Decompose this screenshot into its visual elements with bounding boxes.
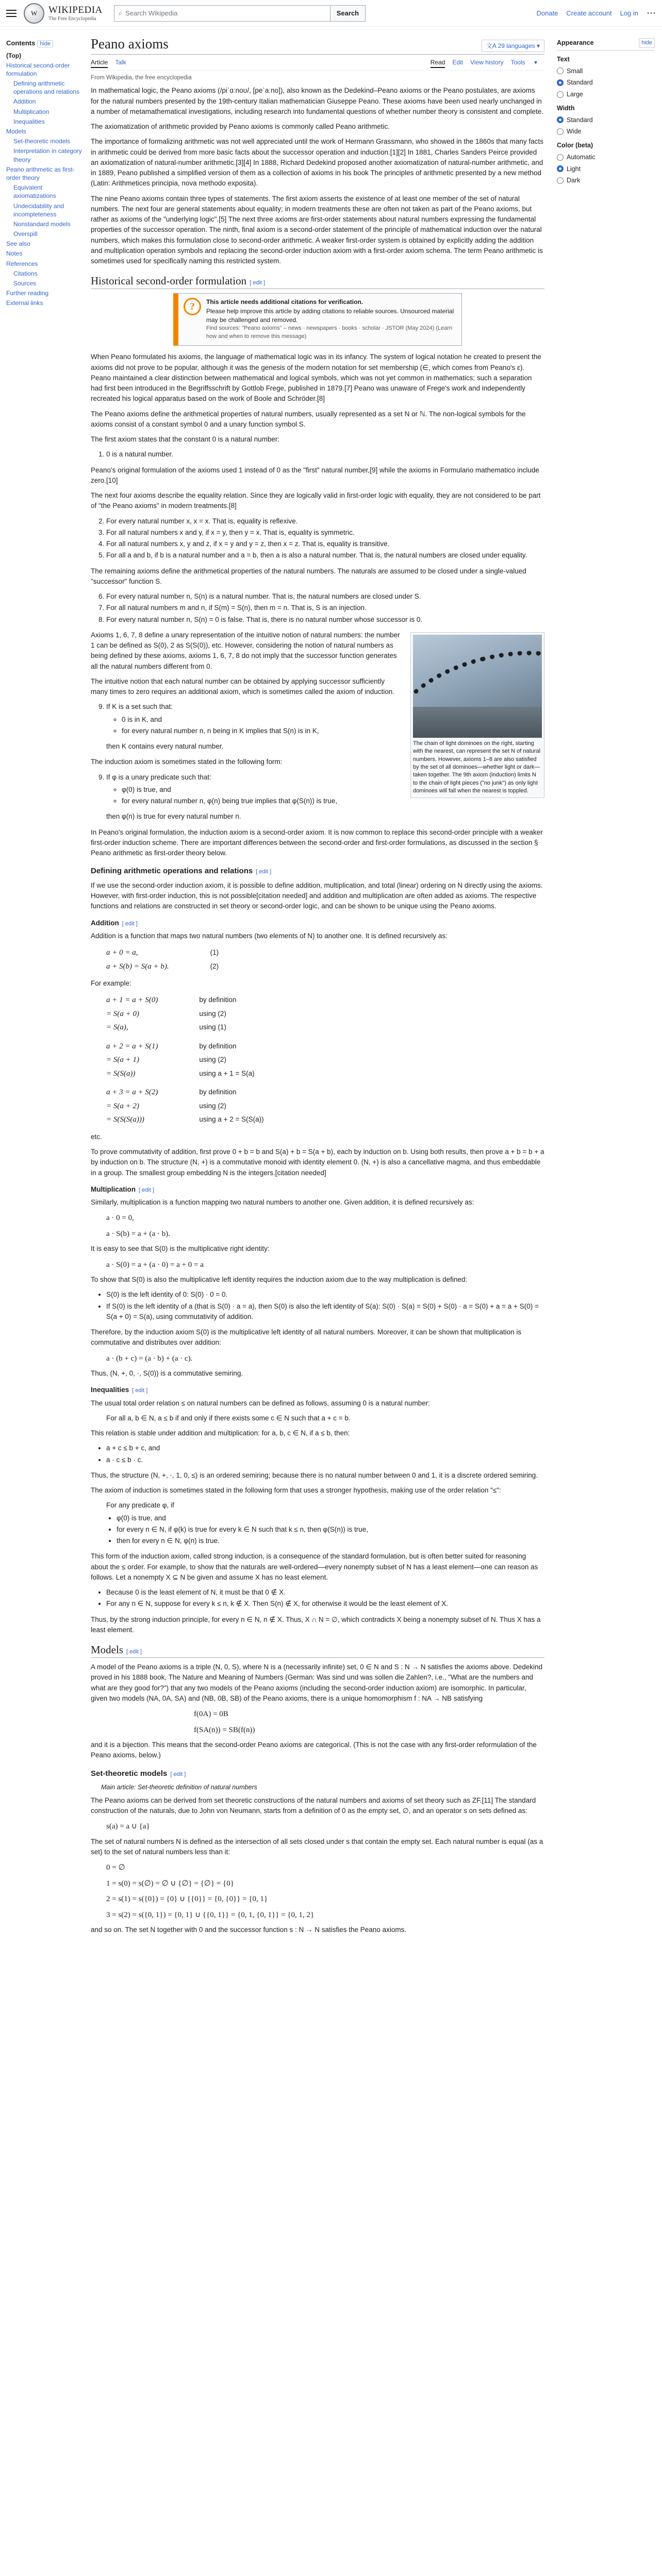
edit-section-link[interactable]: [ edit ] <box>139 1187 154 1193</box>
formula: f(0A) = 0B <box>194 1710 228 1719</box>
color-label: Color (beta) <box>557 142 593 149</box>
axiom: 9. If K is a set such that: ◦ 0 is in K, and ◦ for every natural number n, n being in K implies that S(n) is in K, then K contains every natural number. <box>106 702 544 752</box>
create-account-link[interactable]: Create account <box>566 9 612 17</box>
toc-item[interactable]: References <box>6 260 38 267</box>
toc-item[interactable]: Further reading <box>6 290 49 297</box>
toc-item[interactable]: Undecidability and incompleteness <box>13 202 64 218</box>
equation-justification: (2) <box>210 962 219 970</box>
toc-item[interactable]: Addition <box>13 98 36 106</box>
equation: a + S(b) = S(a + b). <box>106 962 169 971</box>
inequality: • a + c ≤ b + c, and <box>106 1443 544 1453</box>
question-icon: ? <box>184 298 201 315</box>
proof-step: • For any n ∈ N, suppose for every k ≤ n, k ∉ X. Then S(n) ∉ X, for otherwise it would be the least element of X. <box>106 1599 544 1609</box>
radio-label: Small <box>567 67 583 75</box>
tab-history[interactable]: View history <box>470 59 504 66</box>
von-neumann-numeral: 1 = s(0) = s(∅) = ∅ ∪ {∅} = {∅} = {0} <box>106 1879 234 1888</box>
equation-row <box>106 1021 241 1035</box>
width-label: Width <box>557 104 575 112</box>
logo-sub: The Free Encyclopedia <box>48 16 96 22</box>
tab-article[interactable]: Article <box>91 58 108 68</box>
paragraph: and so on. The set N together with 0 and the successor function s : N → N satisfies the Peano axioms. <box>91 1926 407 1934</box>
equation: = S(a + 0) <box>106 1009 139 1018</box>
wikipedia-logo-icon[interactable]: W <box>24 3 44 24</box>
paragraph: Peano's original formulation of the axioms used 1 instead of 0 as the "first" natural number,[9] while the axioms in Formulario mathematico include zero.[10] <box>91 466 539 484</box>
paragraph: The set of natural numbers N is defined as the intersection of all sets closed under s that contain the empty set. Each natural number is equal (as a set) to the set of natural numbers less than it: <box>91 1837 543 1856</box>
toc-item[interactable]: External links <box>6 299 43 307</box>
equation-row <box>106 1113 269 1127</box>
notice-sources[interactable]: Find sources: "Peano axioms" – news · newspapers · books · scholar · JSTOR (May 2024) (Learn how and when to remove this message) <box>206 325 453 340</box>
figure-caption: The chain of light dominoes on the right, starting with the nearest, can represent the set N of natural numbers. However, axioms 1–8 are also satisfied by the set of all dominoes—whether light or dark—taken together. The 9th axiom (induction) limits N to the chain of light pieces ("no junk") as only light dominoes will fall when the nearest is toppled. <box>413 740 541 794</box>
appearance-panel <box>557 38 655 188</box>
definition: For all a, b ∈ N, a ≤ b if and only if there exists some c ∈ N such that a + c = b. <box>106 1414 351 1422</box>
text-size-label: Text <box>557 55 570 63</box>
radio-icon <box>557 177 564 184</box>
edit-section-link[interactable]: [ edit ] <box>122 920 138 927</box>
paragraph: etc. <box>91 1132 102 1141</box>
radio-label: Standard <box>567 79 593 87</box>
toc-item[interactable]: Models <box>6 128 26 135</box>
intro-paragraph: The importance of formalizing arithmetic was not well appreciated until the work of Hermann Grassmann, who showed in the 1860s that many facts in arithmetic could be derived from more basic facts about the successor operation and induction.[1][2] In 1881, Charles Sanders Peirce provided an axiomatization of natural-number arithmetic.[3][4] In 1888, Richard Dedekind proposed another axiomatization of natural-number arithmetic, and in 1889, Peano published a simplified version of them as a collection of axioms in his book The principles of arithmetic presented by a new method (Latin: Arithmetices principia, nova methodo exposita). <box>91 138 543 188</box>
radio-icon <box>557 128 564 135</box>
equation-row <box>106 1040 260 1054</box>
paragraph: The usual total order relation ≤ on natural numbers can be defined as follows, assuming 0 is a natural number: <box>91 1399 431 1407</box>
proof-step: • Because 0 is the least element of N, it must be that 0 ∉ X. <box>106 1587 544 1598</box>
toc-item[interactable]: Sources <box>13 280 37 287</box>
von-neumann-list <box>91 1862 544 1921</box>
toc-item[interactable]: Historical second-order formulation <box>6 61 70 77</box>
equation: a + 2 = a + S(1) <box>106 1042 158 1050</box>
radio-icon <box>557 165 564 172</box>
equation-justification: by definition <box>199 1088 237 1096</box>
equation: = S(S(a)) <box>106 1069 136 1078</box>
intro-paragraph: The nine Peano axioms contain three types of statements. The first axiom asserts the existence of at least one member of the set of natural numbers. The next four are general statements about equality; in modern treatments these are often not taken as part of the Peano axioms, but rather as axioms of the "underlying logic".[5] The next three axioms are first-order statements about natural numbers expressing the fundamental properties of the successor operation. The ninth, final axiom is a second-order statement of the principle of mathematical induction over the natural numbers, which makes this formulation close to second-order arithmetic. A weaker first-order system is obtained by explicitly adding the addition and multiplication operation symbols and replacing the second-order induction axiom with a first-order axiom schema. The term Peano arithmetic is sometimes used for specifically naming this restricted system. <box>91 194 543 265</box>
section-heading-models: Models [ edit ] <box>91 1643 544 1658</box>
equation-row <box>106 1067 260 1081</box>
toc-item[interactable]: Multiplication <box>13 108 49 115</box>
axiom: 2. For every natural number x, x = x. That is, equality is reflexive. <box>106 516 544 527</box>
addition-definition <box>106 946 224 973</box>
radio-icon <box>557 116 564 123</box>
radio-option[interactable] <box>557 66 655 76</box>
main-article-hatnote[interactable]: Main article: Set-theoretic definition of natural numbers <box>101 1784 257 1791</box>
toc-item[interactable]: Equivalent axiomatizations <box>13 184 56 200</box>
page-title: Peano axioms <box>91 36 169 52</box>
site-header <box>0 0 662 27</box>
formula: s(a) = a ∪ {a} <box>106 1822 150 1831</box>
axiom: 8. For every natural number n, S(n) = 0 is false. That is, there is no natural number whose successor is 0. <box>106 615 544 625</box>
proof-list <box>106 1290 544 1322</box>
formula: f(SA(n)) = SB(f(n)) <box>194 1725 255 1734</box>
title-row <box>91 36 544 55</box>
equation-row <box>106 1099 269 1113</box>
paragraph: If we use the second-order induction axiom, it is possible to define addition, multiplication, and total (linear) ordering on N directly using the axioms. However, with first-order induction, this is not possible[citation needed] and addition and multiplication are often added as axioms. The respective functions and relations are constructed in set theory or second-order logic, and can be shown to be unique using the Peano axioms. <box>91 881 543 910</box>
radio-label: Automatic <box>567 153 595 161</box>
intro-paragraph: The axiomatization of arithmetic provided by Peano axioms is commonly called Peano arithmetic. <box>91 123 390 130</box>
dominoes-figure <box>410 632 544 798</box>
table-of-contents <box>6 38 84 309</box>
paragraph: To prove commutativity of addition, first prove 0 + b = b and S(a) + b = S(a + b), each by induction on b. Using both results, then prove a + b = b + a by induction on b. The structure (N, +) is a commutative monoid with identity element 0. (N, +) is also a cancellative magma, and thus embeddable in a group. The smallest group embedding N is the integers.[citation needed] <box>91 1148 544 1177</box>
radio-label: Large <box>567 91 583 98</box>
addition-example <box>106 993 241 1035</box>
equation-justification: using (2) <box>199 1101 226 1110</box>
paragraph: For example: <box>91 979 131 988</box>
paragraph: When Peano formulated his axioms, the language of mathematical logic was in its infancy. The system of logical notation he created to present the axioms did not prove to be popular, although it was the genesis of the modern notation for set membership (∈, which comes from Peano's ε). Peano maintained a clear distinction between mathematical and logical symbols, which was not yet common in mathematics; such a separation had first been introduced in the Begriffsschrift by Gottlob Frege, published in 1879.[7] Peano was unaware of Frege's work and independently recreated his logical apparatus based on the work of Boole and Schröder.[8] <box>91 353 541 403</box>
equation-justification: using (1) <box>199 1023 226 1031</box>
proof-step: • If S(0) is the left identity of a (that is S(0) · a = a), then S(0) is also the left identity of S(a): S(0) · S(a) = S(0) + S(0) · a = S(0) + a = a + S(0) = S(a + 0) = S(a), using commutativity of addition. <box>106 1301 544 1323</box>
equation: a + 0 = a, <box>106 948 138 957</box>
paragraph: A model of the Peano axioms is a triple (N, 0, S), where N is a (necessarily infinite) set, 0 ∈ N and S : N → N satisfies the axioms above. Dedekind proved in his 1888 book, The Nature and Meaning of Numbers (German: Was sind und was sollen die Zahlen?, i.e., "What are the numbers and what are they good for?") that any two models of the Peano axioms (including the second-order induction axiom) are isomorphic. In particular, given two models (NA, 0A, SA) and (NB, 0B, SB) of the Peano axioms, there is a unique homomorphism f : NA → NB satisfying <box>91 1663 543 1702</box>
paragraph: This relation is stable under addition and multiplication: for a, b, c ∈ N, if a ≤ b, then: <box>91 1429 350 1437</box>
page-tabs <box>91 58 544 71</box>
equation-justification: using (2) <box>199 1056 226 1064</box>
section-heading-addition: Addition [ edit ] <box>91 919 138 927</box>
edit-section-link[interactable]: [ edit ] <box>170 1771 186 1777</box>
radio-option[interactable] <box>557 176 655 185</box>
paragraph: Thus, the structure (N, +, ·, 1, 0, ≤) is an ordered semiring; because there is no natural number between 0 and 1, it is a discrete ordered semiring. <box>91 1471 538 1479</box>
paragraph: Thus, by the strong induction principle, for every n ∈ N, n ∉ X. Thus, X ∩ N = ∅, which contradicts X being a nonempty subset of N. Thus X has a least element. <box>91 1615 541 1634</box>
text-size-options <box>557 66 655 99</box>
paragraph: Similarly, multiplication is a function mapping two natural numbers to another one. Given addition, it is defined recursively as: <box>91 1198 474 1207</box>
from-wikipedia: From Wikipedia, the free encyclopedia <box>91 75 192 81</box>
equation-row <box>106 960 224 974</box>
article-content <box>91 36 544 1940</box>
section-heading-inequalities: Inequalities [ edit ] <box>91 1386 148 1394</box>
toc-item[interactable]: Interpretation in category theory <box>13 147 82 163</box>
section-heading-defining: Defining arithmetic operations and relations [ edit ] <box>91 867 272 876</box>
axiom-condition: ◦ for every natural number n, n being in K implies that S(n) is in K, <box>122 726 544 736</box>
toc-item[interactable]: See also <box>6 240 30 248</box>
addition-example <box>106 1086 269 1127</box>
paragraph: The axiom of induction is sometimes stated in the following form that uses a stronger hypothesis, making use of the order relation "≤": <box>91 1486 501 1495</box>
paragraph: To show that S(0) is also the multiplicative left identity requires the induction axiom due to the way multiplication is defined: <box>91 1276 468 1284</box>
toc-item[interactable]: Notes <box>6 250 23 258</box>
radio-label: Standard <box>567 116 593 124</box>
paragraph: Axioms 1, 6, 7, 8 define a unary representation of the intuitive notion of natural numbers: the number 1 can be defined as S(0), 2 as S(S(0)), etc. However, considering the notion of natural numbers as being defined by these axioms, axioms 1, 6, 7, 8 do not imply that the successor function generates all the natural numbers different from 0. <box>91 631 400 670</box>
radio-icon <box>557 79 564 86</box>
toc-item[interactable]: Citations <box>13 269 38 277</box>
axiom: 4. For all natural numbers x, y and z, if x = y and y = z, then x = z. That is, equality is transitive. <box>106 539 544 549</box>
axiom: 9. If φ is a unary predicate such that: ◦ φ(0) is true, and ◦ for every natural number n, φ(n) being true implies that φ(S(n)) is true, then φ(n) is true for every natural number n. <box>106 772 544 822</box>
radio-option[interactable] <box>557 78 655 88</box>
edit-section-link[interactable]: [ edit ] <box>132 1387 148 1394</box>
donate-link[interactable]: Donate <box>536 9 558 17</box>
log-in-link[interactable]: Log in <box>620 9 638 17</box>
axiom: 5. For all a and b, if b is a natural number and a = b, then a is also a natural number. That is, the natural numbers are closed under equality. <box>106 550 544 561</box>
addition-example <box>106 1040 260 1081</box>
color-options <box>557 152 655 185</box>
tab-talk[interactable]: Talk <box>115 59 126 66</box>
equation-justification: (1) <box>210 948 219 957</box>
equation: = S(a + 2) <box>106 1101 139 1110</box>
toc-item[interactable]: Overspill <box>13 230 38 238</box>
equation: a + 1 = a + S(0) <box>106 996 158 1005</box>
main-menu-icon[interactable] <box>6 10 16 17</box>
tab-edit[interactable]: Edit <box>452 59 464 66</box>
radio-label: Wide <box>567 128 582 135</box>
paragraph: The Peano axioms define the arithmetical properties of natural numbers, usually represented as a set N or ℕ. The non-logical symbols for the axioms consist of a constant symbol 0 and a unary function symbol S. <box>91 410 526 428</box>
equation-row <box>106 993 241 1007</box>
radio-label: Dark <box>567 177 581 184</box>
proof-step: • S(0) is the left identity of 0: S(0) · 0 = 0. <box>106 1290 544 1300</box>
paragraph: The Peano axioms can be derived from set theoretic constructions of the natural numbers and axioms of set theory such as ZF.[11] The standard construction of the naturals, due to John von Neumann, starts from a definition of 0 as the empty set, ∅, and an operator s on sets defined as: <box>91 1796 536 1815</box>
equation: a + 3 = a + S(2) <box>106 1088 158 1097</box>
paragraph: This form of the induction axiom, called strong induction, is a consequence of the standard formulation, but is often better suited for reasoning about the ≤ order. For example, to show that the naturals are well-ordered—every nonempty subset of N has a least element—one can reason as follows. Let a nonempty X ⊆ N be given and assume X has no least element. <box>91 1552 538 1581</box>
toc-item[interactable]: Defining arithmetic operations and relations <box>13 80 80 96</box>
von-neumann-numeral: 0 = ∅ <box>106 1863 125 1872</box>
equation-justification: by definition <box>199 996 237 1004</box>
formula: a · S(0) = a + (a · 0) = a + 0 = a <box>106 1260 204 1269</box>
paragraph: The induction axiom is sometimes stated in the following form: <box>91 758 283 766</box>
axiom: 1. 0 is a natural number. <box>106 449 544 460</box>
radio-option[interactable] <box>557 115 655 125</box>
more-options-icon[interactable]: ⋯ <box>647 8 656 18</box>
radio-option[interactable] <box>557 164 655 174</box>
notice-line: Please help improve this article by adding citations to reliable sources. Unsourced material may be challenged and removed. <box>206 307 454 324</box>
induction-condition: • for every n ∈ N, if φ(k) is true for every k ∈ N such that k ≤ n, then φ(S(n)) is true, <box>117 1524 544 1535</box>
language-button[interactable]: 文A 29 languages ▾ <box>482 40 544 52</box>
edit-section-link[interactable]: [ edit ] <box>256 869 272 875</box>
equation-justification: using a + 2 = S(S(a)) <box>199 1115 264 1124</box>
equation-justification: by definition <box>199 1042 237 1050</box>
paragraph: Addition is a function that maps two natural numbers (two elements of N) to another one. It is defined recursively as: <box>91 931 448 940</box>
width-options <box>557 115 655 137</box>
search-form <box>114 5 366 22</box>
paragraph: It is easy to see that S(0) is the multiplicative right identity: <box>91 1245 270 1253</box>
axiom-list <box>106 449 544 460</box>
equation-row <box>106 946 224 960</box>
radio-option[interactable] <box>557 90 655 99</box>
inequality: • a · c ≤ b · c. <box>106 1455 544 1465</box>
axiom: 7. For all natural numbers m and n, if S(m) = S(n), then m = n. That is, S is an injection. <box>106 603 544 613</box>
axiom-list <box>106 516 544 561</box>
tab-tools[interactable]: Tools ▾ <box>510 59 537 66</box>
wikipedia-wordmark[interactable] <box>48 5 103 22</box>
appearance-hide-button[interactable]: hide <box>639 38 655 48</box>
paragraph: The first axiom states that the constant 0 is a natural number: <box>91 435 280 444</box>
logo-main: WIKIPEDIA <box>48 5 103 15</box>
toc-item[interactable]: Peano arithmetic as first-order theory <box>6 165 75 181</box>
well-order-list <box>106 1587 544 1609</box>
equation-row <box>106 1086 269 1099</box>
radio-icon <box>557 154 564 161</box>
von-neumann-numeral: 3 = s(2) = s({0, 1}) = {0, 1} ∪ {{0, 1}} = {0, 1, {0, 1}} = {0, 1, 2} <box>106 1910 315 1919</box>
radio-icon <box>557 67 564 74</box>
paragraph: Therefore, by the induction axiom S(0) is the multiplicative left identity of all natural numbers. Moreover, it can be shown that multiplication is commutative and distributes over addition: <box>91 1328 522 1347</box>
radio-option[interactable] <box>557 152 655 162</box>
search-input[interactable] <box>114 5 330 22</box>
edit-section-link[interactable]: [ edit ] <box>250 280 266 286</box>
equation-row <box>106 1007 241 1021</box>
axiom-condition: ◦ φ(0) is true, and <box>122 785 544 795</box>
notice-line: This article needs additional citations for verification. <box>206 298 363 306</box>
axiom-condition: ◦ for every natural number n, φ(n) being true implies that φ(S(n)) is true, <box>122 796 544 806</box>
paragraph: The intuitive notion that each natural number can be obtained by applying successor sufficiently many times to zero requires an additional axiom, which is sometimes called the axiom of induction. <box>91 677 395 696</box>
axiom-list <box>106 591 544 625</box>
toc-hide-button[interactable]: hide <box>37 40 53 47</box>
dominoes-image[interactable] <box>413 635 542 738</box>
induction-condition: • then for every n ∈ N, φ(n) is true. <box>117 1536 544 1546</box>
search-icon: ⌕ <box>118 9 123 17</box>
section-heading-history: Historical second-order formulation [ edit ] <box>91 275 544 289</box>
equation-row <box>106 1053 260 1067</box>
appearance-header: Appearance hide <box>557 38 655 50</box>
toc-list <box>6 52 84 308</box>
formula: a · (b + c) = (a · b) + (a · c). <box>106 1354 193 1363</box>
axiom-condition: ◦ 0 is in K, and <box>122 715 544 725</box>
strong-induction-list <box>117 1513 544 1547</box>
axiom: 3. For all natural numbers x and y, if x = y, then y = x. That is, equality is symmetric. <box>106 528 544 538</box>
toc-title: Contents hide <box>6 38 84 48</box>
search-button[interactable]: Search <box>330 5 366 22</box>
toc-item[interactable]: Inequalities <box>13 117 45 125</box>
equation: = S(S(S(a))) <box>106 1115 144 1124</box>
axiom: 6. For every natural number n, S(n) is a natural number. That is, the natural numbers are closed under S. <box>106 591 544 602</box>
radio-icon <box>557 91 564 98</box>
paragraph: In Peano's original formulation, the induction axiom is a second-order axiom. It is now common to replace this second-order principle with a weaker first-order induction scheme. There are important differences between the second-order and first-order formulations, as discussed in the section § Peano arithmetic as first-order theory below. <box>91 828 543 857</box>
inequality-list <box>106 1443 544 1465</box>
paragraph: For any predicate φ, if <box>106 1501 174 1510</box>
von-neumann-numeral: 2 = s(1) = s({0}) = {0} ∪ {{0}} = {0, {0}} = {0, 1} <box>106 1895 268 1904</box>
radio-label: Light <box>567 165 581 173</box>
equation-justification: using a + 1 = S(a) <box>199 1069 255 1077</box>
citation-notice <box>173 293 462 346</box>
toc-item[interactable]: Nonstandard models <box>13 220 71 228</box>
intro-paragraph: In mathematical logic, the Peano axioms (/piˈɑːnoʊ/, [peˈaːno]), also known as the Dedekind–Peano axioms or the Peano postulates, are axioms for the natural numbers presented by the 19th-century Italian mathematician Giuseppe Peano. These axioms have been used nearly unchanged in a number of metamathematical investigations, including research into fundamental questions of whether number theory is consistent and complete. <box>91 87 543 115</box>
edit-section-link[interactable]: [ edit ] <box>126 1649 142 1655</box>
section-heading-set-theoretic: Set-theoretic models [ edit ] <box>91 1769 186 1778</box>
search-placeholder: Search Wikipedia <box>125 9 178 17</box>
equation: = S(a), <box>106 1023 128 1032</box>
toc-item[interactable]: Set-theoretic models <box>13 138 71 145</box>
paragraph: The remaining axioms define the arithmetical properties of the natural numbers. The naturals are assumed to be closed under a single-valued "successor" function S. <box>91 567 526 585</box>
section-heading-multiplication: Multiplication [ edit ] <box>91 1185 154 1193</box>
user-links <box>536 6 656 20</box>
paragraph: and it is a bijection. This means that the second-order Peano axioms are categorical. (This is not the case with any first-order reformulation of the Peano axioms, below.) <box>91 1741 537 1759</box>
tab-read[interactable]: Read <box>431 58 445 68</box>
paragraph: The next four axioms describe the equality relation. Since they are logically valid in first-order logic with equality, they are not considered to be part of "the Peano axioms" in modern treatments.[8] <box>91 492 541 510</box>
induction-condition: • φ(0) is true, and <box>117 1513 544 1523</box>
formula: a · S(b) = a + (a · b). <box>106 1229 170 1238</box>
toc-item[interactable]: (Top) <box>6 52 22 59</box>
radio-option[interactable] <box>557 127 655 137</box>
equation-justification: using (2) <box>199 1009 226 1018</box>
formula: a · 0 = 0, <box>106 1214 134 1223</box>
paragraph: Thus, (N, +, 0, ·, S(0)) is a commutative semiring. <box>91 1369 243 1378</box>
equation: = S(a + 1) <box>106 1056 139 1064</box>
